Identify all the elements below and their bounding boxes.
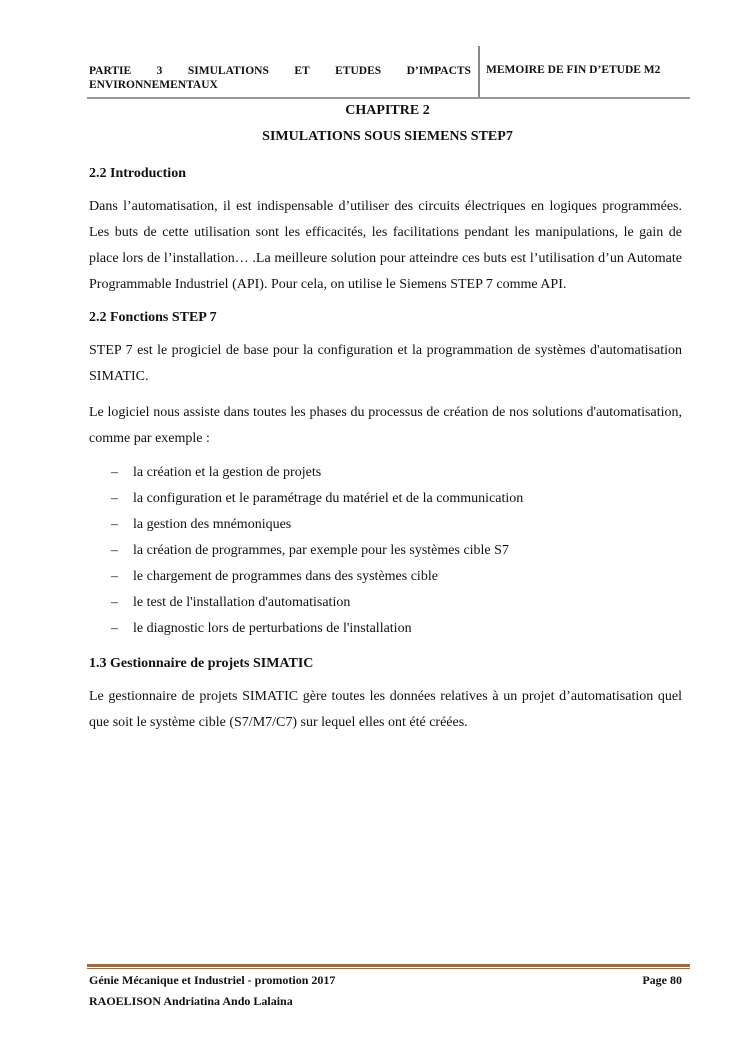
fonctions-paragraph-2: Le logiciel nous assiste dans toutes les phases du processus de création de nos solutions d'automatisation, comme par exemple : — [89, 405, 682, 446]
footer-rule-thin — [87, 968, 690, 969]
list-item — [89, 616, 682, 642]
header-left-line1 — [89, 64, 471, 78]
list-item — [89, 564, 682, 590]
fonctions-paragraph-1: STEP 7 est le progiciel de base pour la configuration et la programmation de systèmes d'automatisation SIMATIC. — [89, 343, 682, 384]
section-heading-introduction: 2.2 Introduction — [89, 166, 186, 181]
header-word: 3 — [156, 65, 163, 77]
header-separator — [478, 46, 480, 98]
list-item — [89, 512, 682, 538]
footer-page-number: Page 80 — [642, 973, 682, 987]
header-rule — [87, 97, 690, 99]
list-item-text: la configuration et le paramétrage du matériel et de la communication — [133, 491, 524, 506]
section-heading-gestionnaire: 1.3 Gestionnaire de projets SIMATIC — [89, 656, 314, 671]
list-item-text: la création de programmes, par exemple pour les systèmes cible S7 — [133, 543, 509, 558]
dash-bullet: – — [111, 569, 118, 584]
list-item-text: la création et la gestion de projets — [133, 465, 322, 480]
footer-department: Génie Mécanique et Industriel - promotion 2017 — [89, 973, 336, 987]
footer-rule-thick — [87, 964, 690, 967]
list-item-text: le test de l'installation d'automatisation — [133, 595, 351, 610]
header-word: PARTIE — [89, 65, 132, 77]
gestionnaire-paragraph: Le gestionnaire de projets SIMATIC gère toutes les données relatives à un projet d’automatisation quel que soit le système cible (S7/M7/C7) sur lequel elles ont été créées. — [89, 689, 682, 730]
list-item-text: le chargement de programmes dans des systèmes cible — [133, 569, 438, 584]
dash-bullet: – — [111, 517, 118, 532]
chapter-title: CHAPITRE 2 — [345, 103, 430, 118]
dash-bullet: – — [111, 621, 118, 636]
list-item — [89, 590, 682, 616]
dash-bullet: – — [111, 491, 118, 506]
intro-paragraph: Dans l’automatisation, il est indispensable d’utiliser des circuits électriques en logiques programmées. Les buts de cette utilisation sont les efficacités, les facilitations pendant les manipulations, le gain de place lors de l’installation… .La meilleure solution pour atteindre ces buts est l’utilisation d’un Automate Programmable Industriel (API). Pour cela, on utilise le Siemens STEP 7 comme API. — [89, 199, 682, 292]
header-word: ET — [294, 65, 310, 77]
dash-bullet: – — [111, 543, 118, 558]
header-left-line2: ENVIRONNEMENTAUX — [89, 79, 218, 91]
list-item — [89, 486, 682, 512]
chapter-subtitle: SIMULATIONS SOUS SIEMENS STEP7 — [262, 129, 513, 144]
dash-bullet: – — [111, 465, 118, 480]
page-content — [89, 164, 682, 746]
section-heading-fonctions: 2.2 Fonctions STEP 7 — [89, 310, 217, 325]
header-word: ETUDES — [335, 65, 382, 77]
header-right-title: MEMOIRE DE FIN D’ETUDE M2 — [486, 64, 661, 76]
list-item — [89, 538, 682, 564]
header-left-title — [89, 64, 471, 92]
list-item — [89, 460, 682, 486]
fonctions-list — [89, 460, 682, 642]
header-word: D’IMPACTS — [406, 65, 471, 77]
header-word: SIMULATIONS — [187, 65, 269, 77]
dash-bullet: – — [111, 595, 118, 610]
list-item-text: le diagnostic lors de perturbations de l'installation — [133, 621, 412, 636]
footer-author: RAOELISON Andriatina Ando Lalaina — [89, 994, 293, 1008]
list-item-text: la gestion des mnémoniques — [133, 517, 292, 532]
